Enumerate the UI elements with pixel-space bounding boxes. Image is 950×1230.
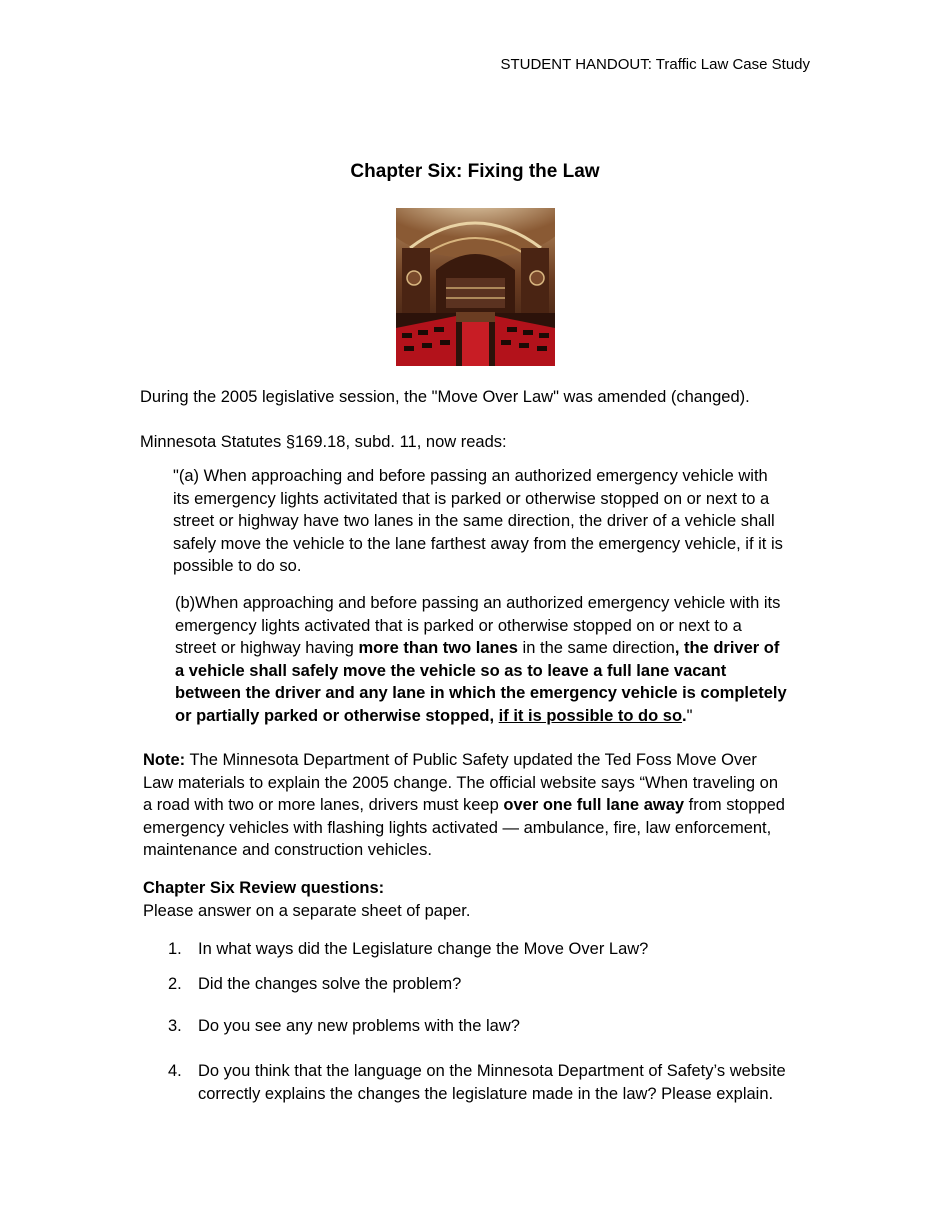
para-b-text: (b)When approaching and before passing an authorized emergency vehicle with its emergency lights activated that is parked or otherwise stopped on or next to a street or highway having [175, 594, 781, 658]
question-number: 3. [168, 1017, 182, 1035]
question-text: In what ways did the Legislature change the Move Over Law? [198, 940, 649, 958]
note-paragraph [143, 749, 788, 862]
statute-paragraph-a: "(a) When approaching and before passing an authorized emergency vehicle with its emergency lights activitated that is parked or otherwise stopped on or next to a street or highway have two lanes in the same direction, the driver of a vehicle shall safely move the vehicle to the lane farthest away from the emergency vehicle, if it is possible to do so. [173, 467, 783, 576]
question-number: 1. [168, 940, 182, 958]
para-b-end-quote: " [686, 706, 693, 725]
legislative-chamber-photo [396, 208, 555, 366]
page-header: STUDENT HANDOUT: Traffic Law Case Study [500, 56, 810, 73]
intro-text: During the 2005 legislative session, the "Move Over Law" was amended (changed). [140, 388, 750, 406]
review-questions-title: Chapter Six Review questions: [143, 879, 385, 897]
statute-intro: Minnesota Statutes §169.18, subd. 11, now reads: [140, 433, 507, 451]
note-text-2: from stopped emergency vehicles with flashing lights activated — ambulance, fire, law enforcement, maintenance and construction vehicles. [143, 796, 785, 860]
review-questions-subtitle: Please answer on a separate sheet of paper. [143, 902, 471, 920]
page-title: Chapter Six: Fixing the Law [350, 161, 600, 182]
question-text: Did the changes solve the problem? [198, 975, 462, 993]
question-number: 2. [168, 975, 182, 993]
question-text: Do you see any new problems with the law? [198, 1017, 520, 1035]
para-b-period: . [682, 706, 687, 725]
note-bold: over one full lane away [503, 796, 685, 815]
question-text: Do you think that the language on the Minnesota Department of Safety’s website correctly explains the changes the legislature made in the law? Please explain. [198, 1062, 786, 1103]
note-label: Note: [143, 751, 186, 769]
para-b-underlined: if it is possible to do so [498, 706, 683, 725]
para-b-bold-clause: , the driver of a vehicle shall safely move the vehicle so as to leave a full lane vacant between the driver and any lane in which the emergency vehicle is completely or partially parked or otherwise stopped, [175, 639, 787, 725]
para-b-bold-lanes: more than two lanes [358, 639, 518, 658]
statute-paragraph-b [175, 592, 787, 728]
note-text: The Minnesota Department of Public Safety updated the Ted Foss Move Over Law materials to explain the 2005 change. The official website says “When traveling on a road with two or more lanes, drivers must keep [143, 751, 779, 815]
question-number: 4. [168, 1062, 182, 1080]
para-b-text-2: in the same direction [517, 639, 675, 658]
